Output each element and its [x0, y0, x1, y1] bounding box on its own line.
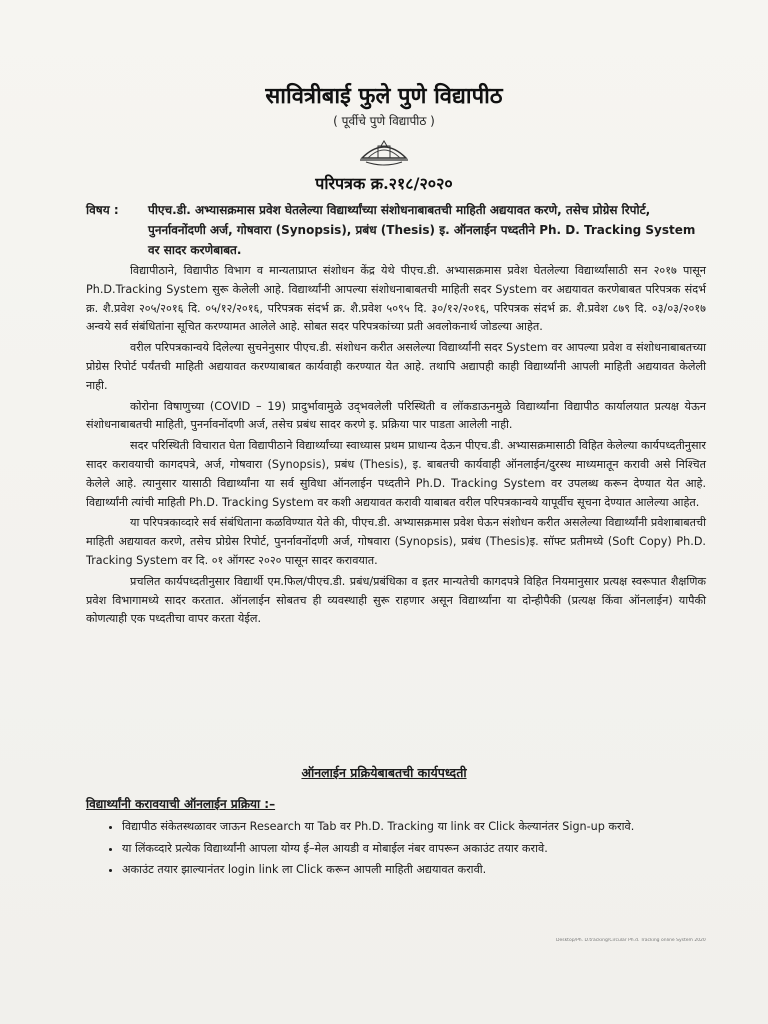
- steps-list: [104, 818, 722, 883]
- subject-text: पीएच.डी. अभ्यासक्रमास प्रवेश घेतलेल्या विद्यार्थ्यांच्या संशोधनाबाबतची माहिती अद्ययावत करणे, तसेच प्रोग्रेस रिपोर्ट, पुनर्नावनोंदणी अर्ज, गोषवारा (Synopsis), प्रबंध (Thesis) इ. ऑनलाईन पध्दतीने Ph. D. Tracking System वर सादर करणेबाबत.: [148, 203, 696, 257]
- paragraph: सदर परिस्थिती विचारात घेता विद्यापीठाने विद्यार्थ्यांच्या स्वाध्यास प्रथम प्राधान्य देऊन पीएच.डी. अभ्यासक्रमासाठी विहित केलेल्या कार्यपध्दतीनुसार सादर करावयाची कागदपत्रे, अर्ज, गोषवारा (Synopsis), प्रबंध (Thesis), इ. बाबतची कार्यवाही ऑनलाईन/दुरस्थ माध्यमातून करावी असे निश्चित केलेले आहे. त्यानुसार यासाठी विद्यार्थ्यांना या सर्व सुविधा ऑनलाईन पध्दतीने Ph.D. Tracking System वर उपलब्ध करून देण्यात येत आहे. विद्यार्थ्यांनी त्यांची माहिती Ph.D. Tracking System वर कशी अद्ययावत करावी याबाबत वरील परिपत्रकान्वये यापूर्वीच सूचना देण्यात आलेल्या आहेत.: [86, 439, 706, 509]
- list-item: • या लिंकव्दारे प्रत्येक विद्यार्थ्यांनी आपला योग्य ई–मेल आयडी व मोबाईल नंबर वापरून अकाउंट तयार करावे.: [122, 840, 722, 859]
- paragraph: कोरोना विषाणुच्या (COVID – 19) प्रादुर्भावामुळे उद्‌भवलेली परिस्थिती व लॉकडाऊनमुळे विद्यार्थ्यांना विद्यापीठ कार्यालयात प्रत्यक्ष येऊन संशोधनाबाबतची माहिती, पुनर्नावनोंदणी अर्ज, तसेच प्रबंध सादर करणे इ. प्रक्रिया पार पाडता आलेली नाही.: [86, 399, 706, 432]
- former-name: ( पूर्वीचे पुणे विद्यापीठ ): [333, 114, 435, 128]
- paragraph: या परिपत्रकाव्दारे सर्व संबंधिताना कळविण्यात येते की, पीएच.डी. अभ्यासक्रमास प्रवेश घेऊन संशोधन करीत असलेल्या विद्यार्थ्यांनी प्रवेशाबाबतची माहिती अद्ययावत करणे, तसेच प्रोग्रेस रिपोर्ट, पुनर्नावनोंदणी अर्ज, गोषवारा (Synopsis), प्रबंध (Thesis)इ. सॉफ्ट प्रतीमध्ये (Soft Copy) Ph.D. Tracking System वर दि. ०१ ऑगस्ट २०२० पासून सादर करावयात.: [86, 516, 706, 567]
- list-item: • अकाउंट तयार झाल्यानंतर login link ला Click करून आपली माहिती अद्ययावत करावी.: [122, 861, 722, 880]
- university-name: सावित्रीबाई फुले पुणे विद्यापीठ: [265, 83, 503, 109]
- sub-heading: विद्यार्थ्यांनी करावयाची ऑनलाईन प्रक्रिया :–: [86, 797, 276, 811]
- body-text: [86, 262, 706, 631]
- circular-number: परिपत्रक क्र.२१८/२०२०: [315, 174, 453, 193]
- paragraph: प्रचलित कार्यपध्दतीनुसार विद्यार्थी एम.फिल/पीएच.डी. प्रबंध/प्रबंधिका व इतर मान्यतेची कागदपत्रे विहित नियमानुसार प्रत्यक्ष स्वरूपात शैक्षणिक प्रवेश विभागामध्ये सादर करतात. ऑनलाईन सोबतच ही व्यवस्थाही सुरू राहणार असून विद्यार्थ्यांना या दोन्हीपैकी (प्रत्यक्ष किंवा ऑनलाईन) यापैकी कोणत्याही एक पध्दतीचा वापर करता येईल.: [86, 574, 706, 626]
- paragraph: विद्यापीठाने, विद्यापीठ विभाग व मान्यताप्राप्त संशोधन केंद्र येथे पीएच.डी. अभ्यासक्रमास प्रवेश घेतलेल्या विद्यार्थ्यांसाठी सन २०१७ पासून Ph.D.Tracking System सुरू केलेली आहे. विद्यार्थ्यांनी आपल्या संशोधनाबाबतची माहिती सदर System वर अद्ययावत करणेबाबत परिपत्रक संदर्भ क्र. शै.प्रवेश २०५/२०१६ दि. ०५/१२/२०१६, परिपत्रक संदर्भ क्र. शै.प्रवेश ५०९५ दि. ३०/१२/२०१६, परिपत्रक संदर्भ क्र. शै.प्रवेश ८७९ दि. ०३/०३/२०१७ अन्वये सर्व संबंधितांना सूचित करण्यामत आलेले आहे. सोबत सदर परिपत्रकांच्या प्रती अवलोकनार्थ जोडल्या आहेत.: [86, 264, 706, 334]
- subject-block: [86, 200, 706, 260]
- section-heading: ऑनलाईन प्रक्रियेबाबतची कार्यपध्दती: [301, 765, 467, 780]
- footer-note: Desktop/Ph. D.tracking/Circular Ph.d. Tracking online System 2020: [556, 938, 706, 943]
- list-item: • विद्यापीठ संकेतस्थळावर जाऊन Research या Tab वर Ph.D. Tracking या link वर Click केल्यानंतर Sign-up करावे.: [122, 818, 722, 837]
- subject-label: विषय :: [86, 203, 119, 217]
- university-emblem-icon: [356, 132, 412, 168]
- paragraph: वरील परिपत्रकान्वये दिलेल्या सुचनेनुसार पीएच.डी. संशोधन करीत असलेल्या विद्यार्थ्यांनी सदर System वर आपल्या प्रवेश व संशोधनाबाबतच्या प्रोग्रेस रिपोर्ट पर्यंतची माहिती अद्ययावत करण्याबाबत कार्यवाही करण्यात येत आहे. तथापि अद्यापही काही विद्यार्थ्यांनी आपली माहिती अद्ययावत केलेली नाही.: [86, 341, 706, 392]
